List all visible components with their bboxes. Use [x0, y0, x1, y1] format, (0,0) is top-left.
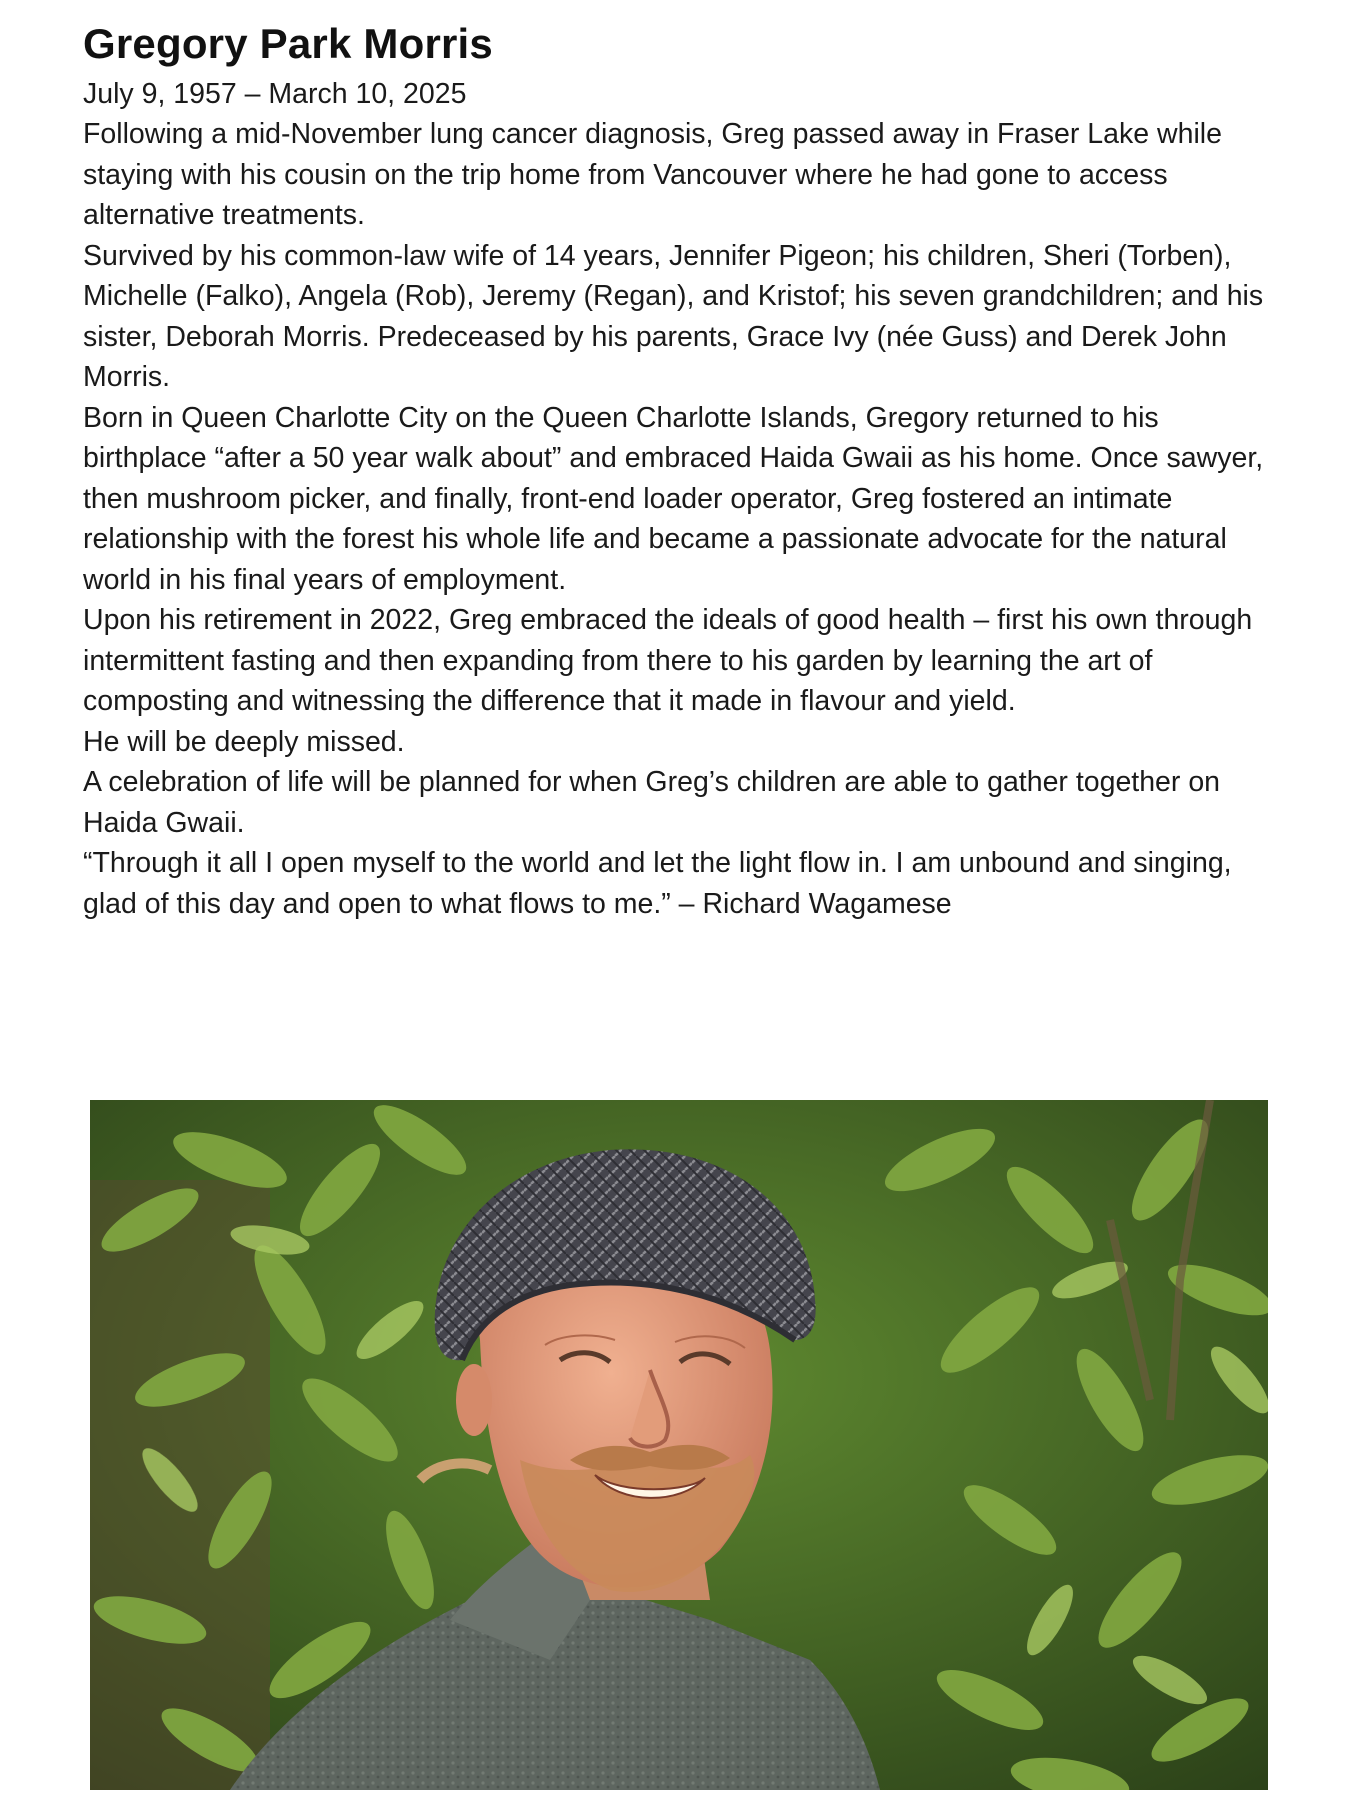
paragraph-celebration: A celebration of life will be planned for when Greg’s children are able to gather together on Haida Gwaii. [83, 766, 1221, 839]
life-dates: July 9, 1957 – March 10, 2025 [83, 78, 467, 110]
paragraph-diagnosis: Following a mid-November lung cancer diagnosis, Greg passed away in Fraser Lake while staying with his cousin on the trip home from Vancouver where he had gone to access alternative treatments. [83, 118, 1222, 231]
portrait-photo [90, 1100, 1268, 1790]
paragraph-retirement: Upon his retirement in 2022, Greg embraced the ideals of good health – first his own through intermittent fasting and then expanding from there to his garden by learning the art of composting and witnessing the difference that it made in flavour and yield. [83, 604, 1253, 717]
obituary-article [83, 16, 1283, 924]
paragraph-survivors: Survived by his common-law wife of 14 years, Jennifer Pigeon; his children, Sheri (Torben), Michelle (Falko), Angela (Rob), Jeremy (Regan), and Kristof; his seven grandchildren; and his sister, Deborah Morris. Predeceased by his parents, Grace Ivy (née Guss) and Derek John Morris. [83, 239, 1264, 393]
paragraph-quote: “Through it all I open myself to the world and let the light flow in. I am unbound and singing, glad of this day and open to what flows to me.” – Richard Wagamese [83, 847, 1232, 920]
paragraph-missed: He will be deeply missed. [83, 725, 405, 758]
paragraph-life-story: Born in Queen Charlotte City on the Queen Charlotte Islands, Gregory returned to his birthplace “after a 50 year walk about” and embraced Haida Gwaii as his home. Once sawyer, then mushroom picker, and finally, front-end loader operator, Greg fostered an intimate relationship with the forest his whole life and became a passionate advocate for the natural world in his final years of employment. [83, 401, 1264, 596]
obituary-name: Gregory Park Morris [83, 20, 493, 67]
